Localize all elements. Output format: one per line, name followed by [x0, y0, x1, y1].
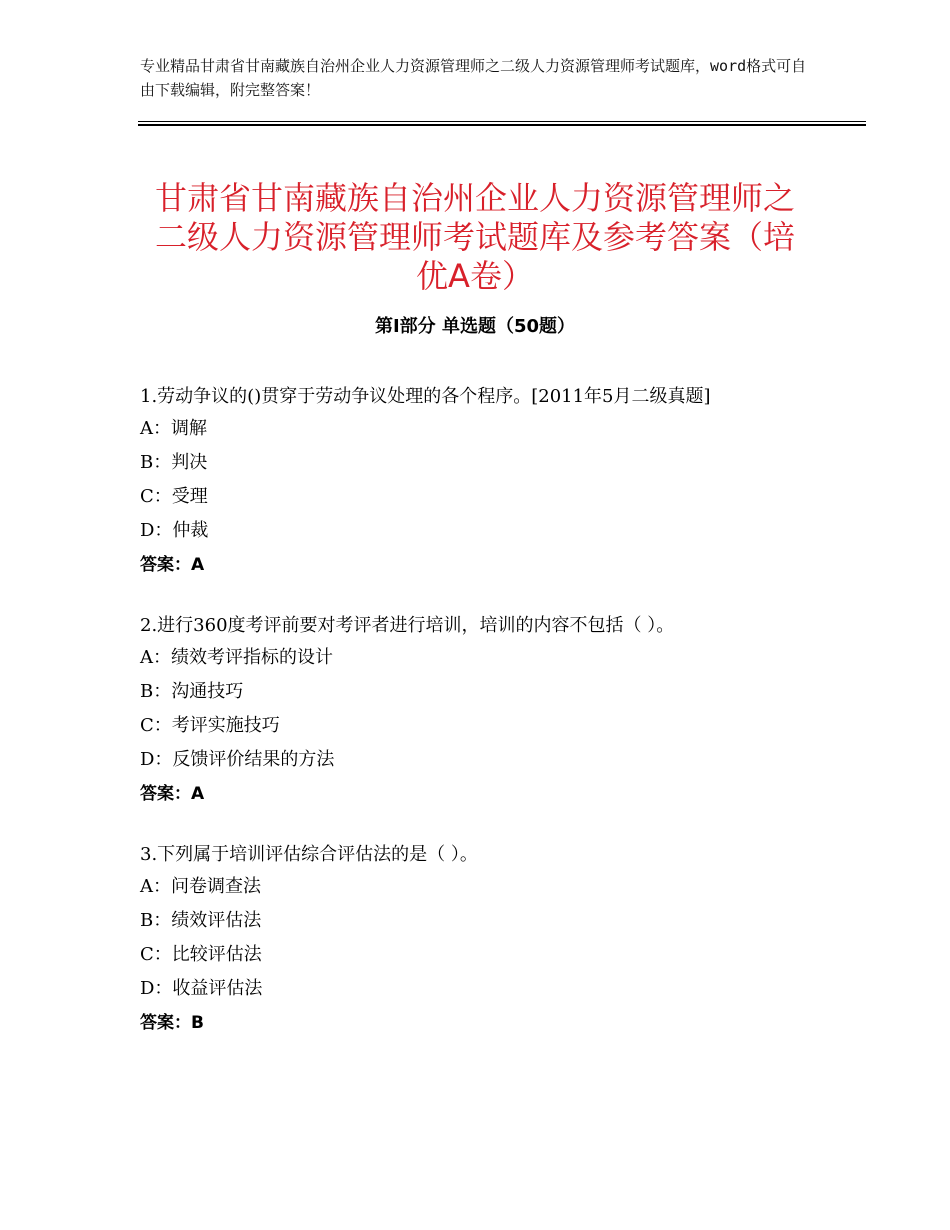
document-title: 甘肃省甘南藏族自治州企业人力资源管理师之二级人力资源管理师考试题库及参考答案（培优A卷）: [154, 179, 795, 296]
option-a: A：问卷调查法: [140, 876, 261, 897]
question-stem: 1.劳动争议的()贯穿于劳动争议处理的各个程序。[2011年5月二级真题]: [140, 386, 711, 407]
question-stem: 3.下列属于培训评估综合评估法的是（ ）。: [140, 844, 478, 865]
question-stem: 2.进行360度考评前要对考评者进行培训，培训的内容不包括（ ）。: [140, 615, 675, 636]
section-title: 第Ⅰ部分 单选题（50题）: [374, 316, 575, 337]
header-rule-thin: [138, 121, 866, 122]
option-a: A：绩效考评指标的设计: [140, 647, 333, 668]
option-c: C：受理: [140, 486, 208, 507]
question-3: [140, 839, 820, 1040]
header-rule-thick: [138, 124, 866, 126]
answer: 答案：A: [140, 784, 205, 804]
answer: 答案：A: [140, 555, 205, 575]
answer: 答案：B: [140, 1013, 204, 1033]
option-d: D：收益评估法: [140, 978, 263, 999]
option-c: C：考评实施技巧: [140, 715, 280, 736]
option-c: C：比较评估法: [140, 944, 262, 965]
option-b: B：判决: [140, 452, 208, 473]
option-a: A：调解: [140, 418, 207, 439]
option-d: D：反馈评价结果的方法: [140, 749, 335, 770]
option-b: B：绩效评估法: [140, 910, 262, 931]
question-list: [140, 381, 820, 1068]
option-d: D：仲裁: [140, 520, 209, 541]
header-note: 专业精品甘肃省甘南藏族自治州企业人力资源管理师之二级人力资源管理师考试题库，word格式可自由下载编辑，附完整答案！: [140, 57, 807, 99]
option-b: B：沟通技巧: [140, 681, 244, 702]
question-1: [140, 381, 820, 582]
question-2: [140, 610, 820, 811]
